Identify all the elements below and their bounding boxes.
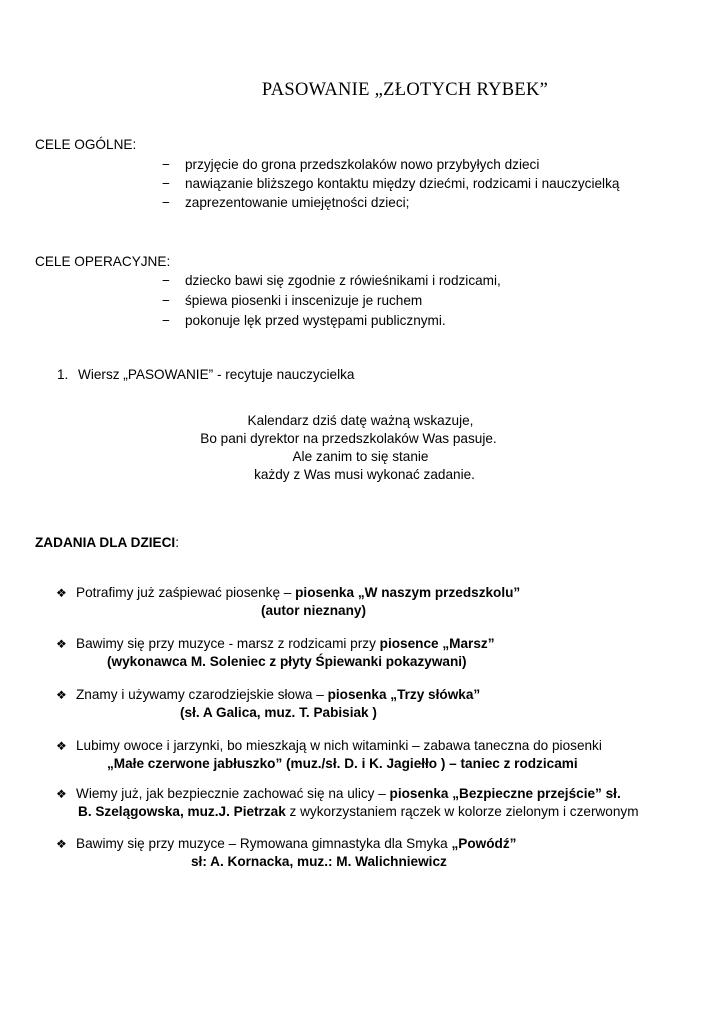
task-item: ❖ Znamy i używamy czarodziejskie słowa – piosenka „Trzy słówka” (sł. A Galica, muz. T. Pabisiak ) — [56, 687, 481, 720]
dash-bullet: − — [162, 313, 170, 328]
diamond-bullet-icon: ❖ — [56, 688, 67, 702]
diamond-bullet-icon: ❖ — [56, 586, 67, 600]
diamond-bullet-icon: ❖ — [56, 637, 67, 651]
task-item: ❖ Potrafimy już zaśpiewać piosenkę – piosenka „W naszym przedszkolu” (autor nieznany) — [56, 585, 521, 618]
poem-line: Kalendarz dziś datę ważną wskazuje, — [247, 413, 474, 428]
poem — [0, 412, 725, 484]
list-item: − pokonuje lęk przed występami publicznymi. — [162, 311, 501, 331]
list-item: − śpiewa piosenki i inscenizuje je ruchem — [162, 291, 501, 311]
task-item: ❖ Lubimy owoce i jarzynki, bo mieszkają w nich witaminki – zabawa taneczna do piosenki „Małe czerwone jabłuszko” (muz./sł. D. i K. Jagiełło ) – taniec z rodzicami — [56, 738, 602, 771]
poem-line: Bo pani dyrektor na przedszkolaków Was pasuje. — [200, 431, 497, 446]
zadania-heading: ZADANIA DLA DZIECI: — [35, 535, 179, 550]
wiersz-intro: Wiersz „PASOWANIE” - recytuje nauczycielka — [78, 367, 355, 382]
dash-bullet: − — [162, 273, 170, 288]
diamond-bullet-icon: ❖ — [56, 739, 67, 753]
wiersz-number: 1. — [57, 367, 69, 382]
list-item: − zaprezentowanie umiejętności dzieci; — [162, 195, 410, 210]
document-title: PASOWANIE „ZŁOTYCH RYBEK” — [261, 80, 549, 100]
dash-bullet: − — [162, 176, 170, 191]
poem-line: każdy z Was musi wykonać zadanie. — [254, 467, 475, 482]
diamond-bullet-icon: ❖ — [56, 837, 67, 851]
poem-line: Ale zanim to się stanie — [292, 449, 429, 464]
task-item: ❖ Wiemy już, jak bezpiecznie zachować się na ulicy – piosenka „Bezpieczne przejście” sł. B. Szelągowska, muz.J. Pietrzak z wykorzystaniem rączek w kolorze zielonym i czerwonym — [56, 786, 639, 819]
cele-operacyjne-list — [162, 271, 501, 331]
task-item: ❖ Bawimy się przy muzyce - marsz z rodzicami przy piosence „Marsz” (wykonawca M. Soleniec z płyty Śpiewanki pokazywani) — [56, 636, 495, 669]
dash-bullet: − — [162, 195, 170, 210]
dash-bullet: − — [162, 157, 170, 172]
list-item: − nawiązanie bliższego kontaktu między dziećmi, rodzicami i nauczycielką — [162, 176, 620, 191]
diamond-bullet-icon: ❖ — [56, 787, 67, 801]
cele-ogolne-list — [162, 155, 619, 212]
list-item: − dziecko bawi się zgodnie z rówieśnikami i rodzicami, — [162, 271, 501, 291]
dash-bullet: − — [162, 293, 170, 308]
cele-ogolne-heading: CELE OGÓLNE: — [35, 137, 137, 152]
cele-operacyjne-heading: CELE OPERACYJNE: — [35, 254, 171, 269]
list-item: − przyjęcie do grona przedszkolaków nowo przybyłych dzieci — [162, 157, 540, 172]
task-item: ❖ Bawimy się przy muzyce – Rymowana gimnastyka dla Smyka „Powódź” sł: A. Kornacka, muz.: M. Walichniewicz — [56, 836, 517, 869]
